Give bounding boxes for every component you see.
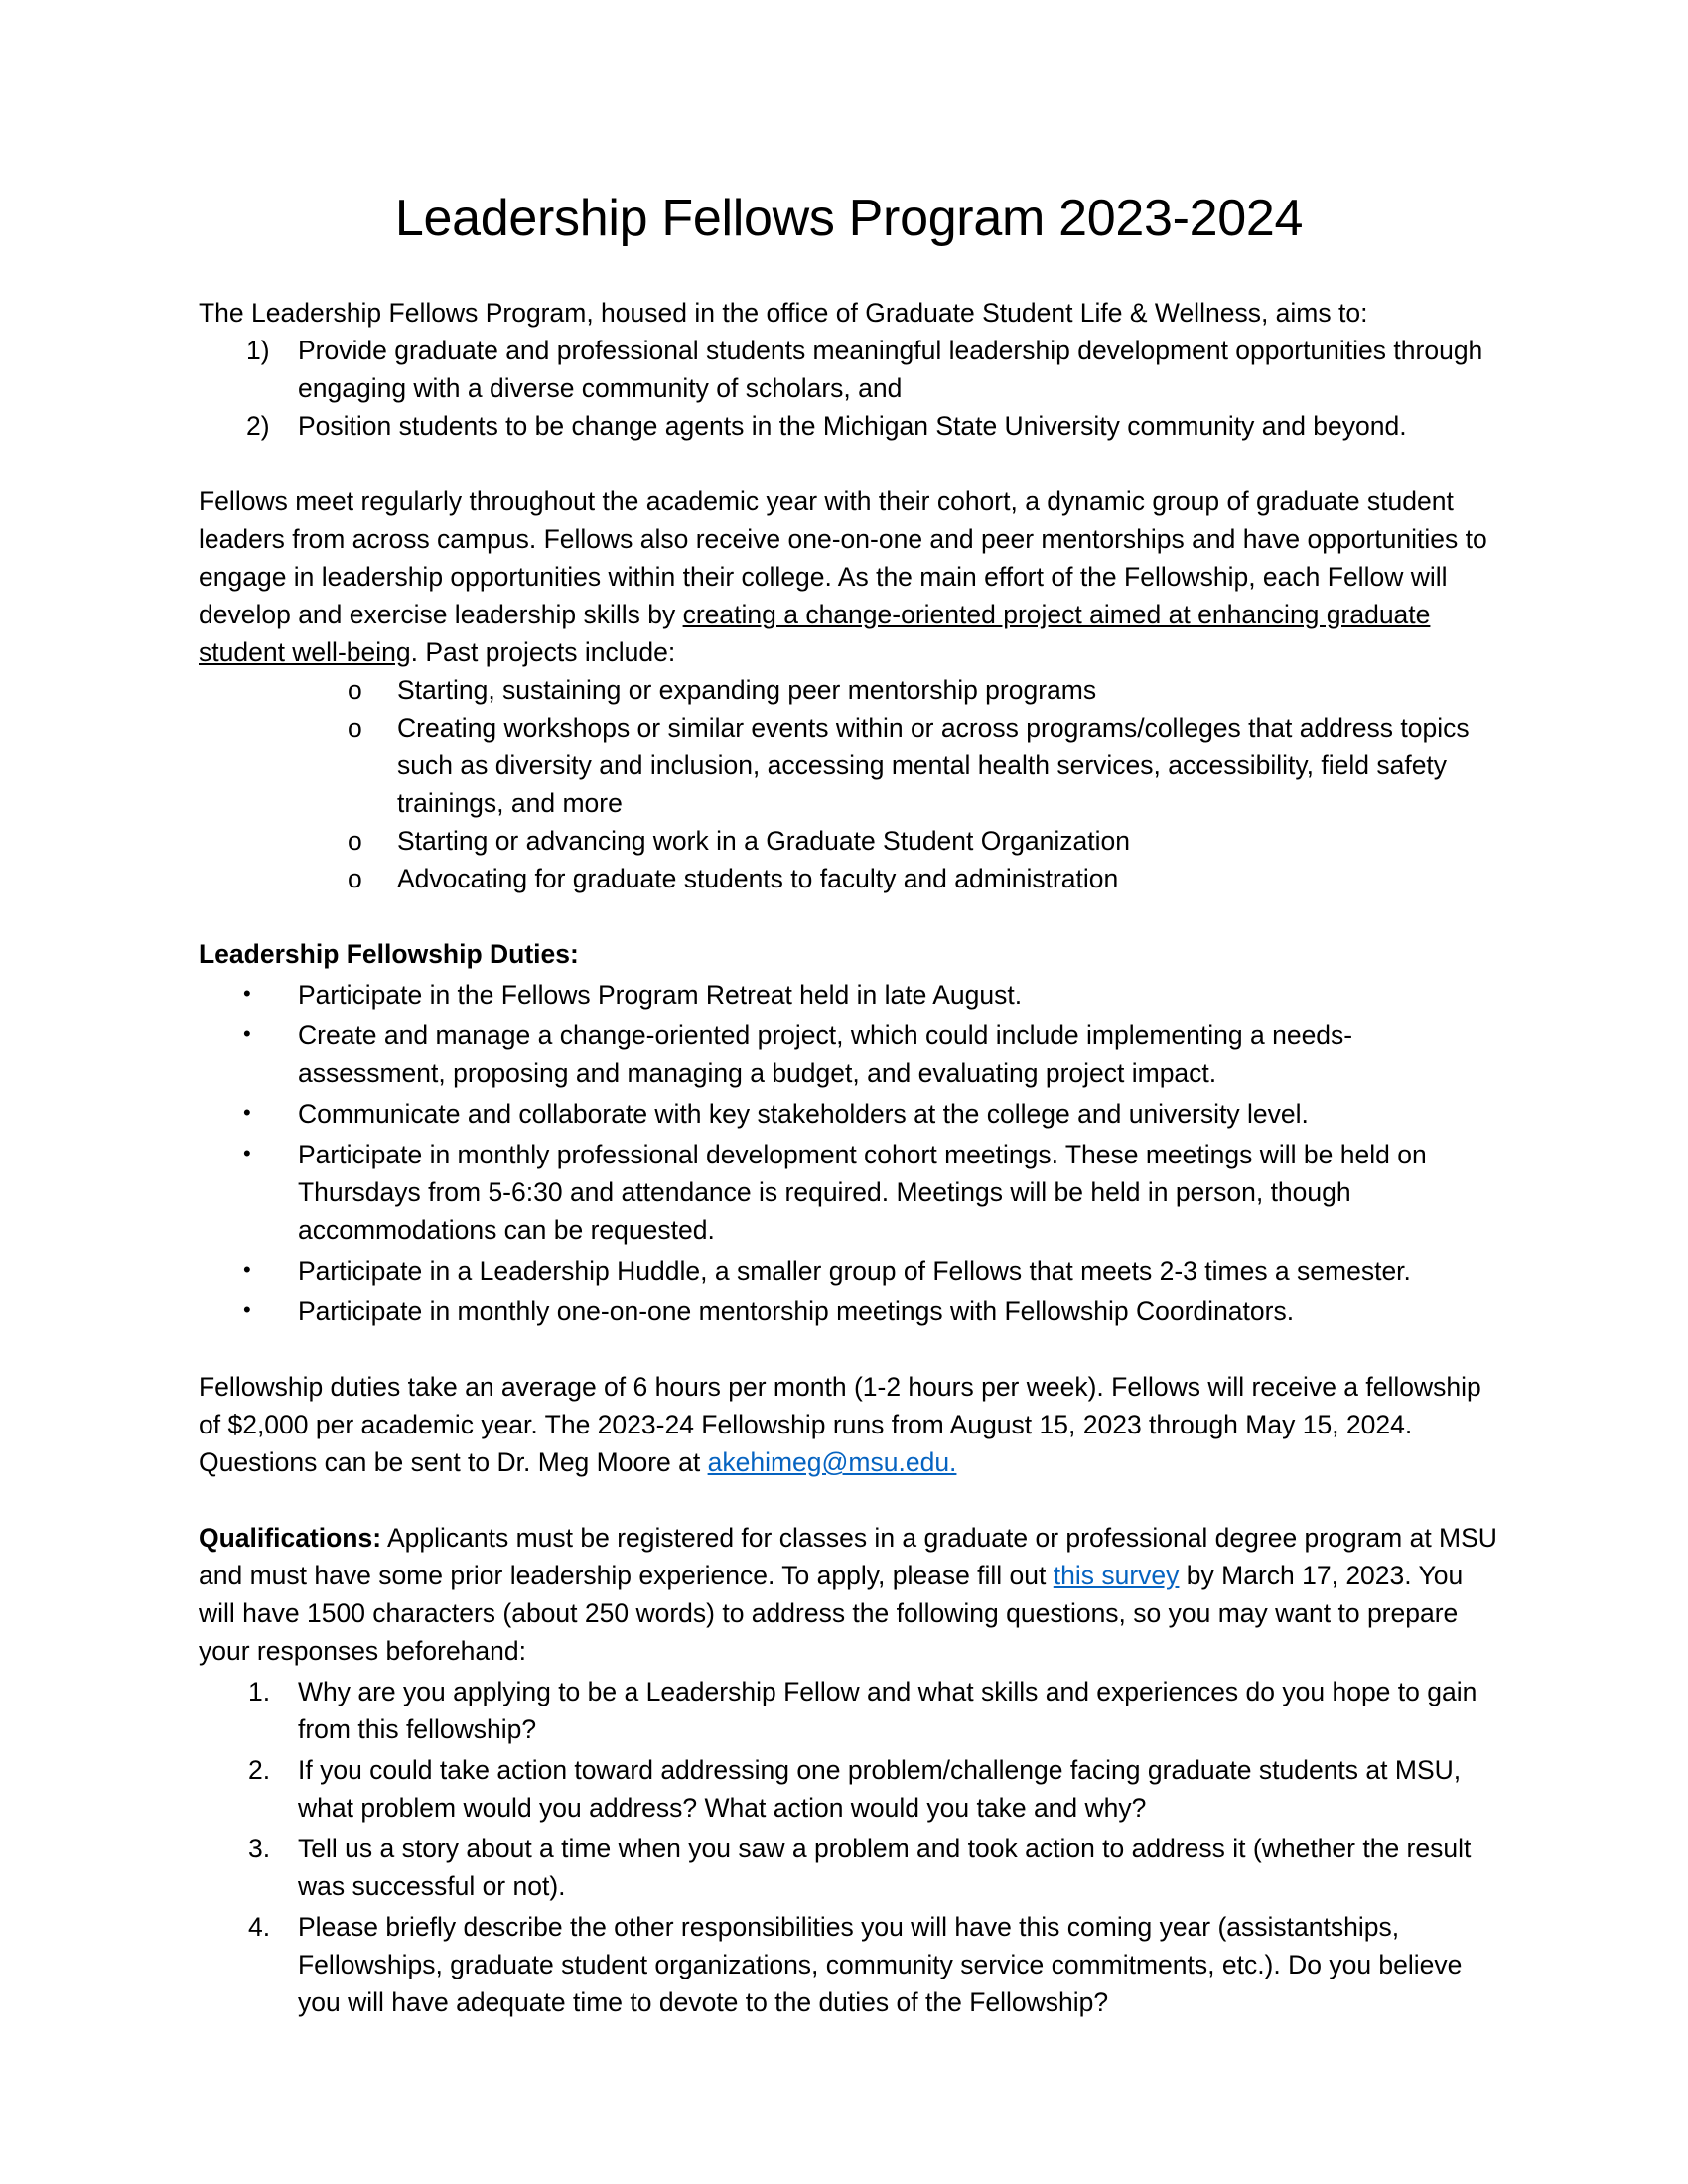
- list-item: [199, 1017, 1499, 1092]
- list-item-text: Participate in the Fellows Program Retreat held in late August.: [298, 980, 1023, 1010]
- list-item-text: Provide graduate and professional students meaningful leadership development opportunities through engaging with a diverse community of scholars, and: [298, 336, 1483, 403]
- bullet-icon: •: [243, 981, 251, 1006]
- list-item-text: Creating workshops or similar events within or across programs/colleges that address topics such as diversity and inclusion, accessing mental health services, accessibility, field safety trainings, and more: [397, 713, 1470, 818]
- duties-list: [199, 976, 1499, 1330]
- questions-list: [199, 1673, 1499, 2021]
- list-item: [199, 1830, 1499, 1905]
- list-item: [199, 671, 1499, 709]
- list-item-text: Communicate and collaborate with key stakeholders at the college and university level.: [298, 1099, 1309, 1129]
- list-item: [199, 407, 1499, 445]
- fellows-text-end: . Past projects include:: [410, 637, 676, 667]
- survey-link[interactable]: this survey: [1053, 1561, 1180, 1590]
- list-item: [199, 976, 1499, 1014]
- list-number: 2.: [248, 1755, 271, 1785]
- list-item-text: If you could take action toward addressing one problem/challenge facing graduate students at MSU, what problem would you address? What action would you take and why?: [298, 1755, 1462, 1823]
- spacer: [199, 1330, 1499, 1368]
- email-link[interactable]: akehimeg@msu.edu.: [707, 1447, 957, 1477]
- spacer: [199, 1481, 1499, 1519]
- list-number: 4.: [248, 1912, 271, 1942]
- spacer: [199, 897, 1499, 935]
- bullet-icon: •: [243, 1297, 251, 1322]
- duties-heading: [199, 935, 1499, 973]
- past-projects-list: [199, 671, 1499, 897]
- circle-bullet-icon: o: [348, 675, 362, 705]
- circle-bullet-icon: o: [348, 713, 362, 743]
- list-item-text: Create and manage a change-oriented project, which could include implementing a needs-assessment, proposing and managing a budget, and evaluating project impact.: [298, 1021, 1353, 1088]
- intro-paragraph: The Leadership Fellows Program, housed in the office of Graduate Student Life & Wellness, aims to:: [199, 298, 1368, 328]
- bullet-icon: •: [243, 1257, 251, 1282]
- bullet-icon: •: [243, 1141, 251, 1165]
- duties-heading-text: Leadership Fellowship Duties:: [199, 939, 579, 969]
- list-item: [199, 1136, 1499, 1249]
- list-item: [199, 1908, 1499, 2021]
- list-item: [199, 332, 1499, 407]
- circle-bullet-icon: o: [348, 826, 362, 856]
- list-item-text: Advocating for graduate students to faculty and administration: [397, 864, 1119, 893]
- list-item: [199, 822, 1499, 860]
- list-item-text: Why are you applying to be a Leadership Fellow and what skills and experiences do you hope to gain from this fellowship?: [298, 1677, 1477, 1744]
- spacer: [199, 445, 1499, 482]
- list-item: [199, 1673, 1499, 1748]
- qualifications-label: Qualifications:: [199, 1523, 382, 1553]
- document-body: [199, 189, 1499, 2021]
- fellows-paragraph: [199, 482, 1499, 671]
- duties-time-paragraph: [199, 1368, 1499, 1481]
- circle-bullet-icon: o: [348, 864, 362, 893]
- list-item: [199, 1751, 1499, 1827]
- qualifications-paragraph: [199, 1519, 1499, 1670]
- list-item: [199, 709, 1499, 822]
- list-item-text: Starting, sustaining or expanding peer mentorship programs: [397, 675, 1097, 705]
- list-item: [199, 1252, 1499, 1290]
- list-item-text: Participate in monthly professional development cohort meetings. These meetings will be held on Thursdays from 5-6:30 and attendance is required. Meetings will be held in person, though accommodations can be requested.: [298, 1140, 1427, 1245]
- bullet-icon: •: [243, 1022, 251, 1046]
- page-title: Leadership Fellows Program 2023-2024: [394, 190, 1304, 247]
- list-item-text: Tell us a story about a time when you saw a problem and took action to address it (whether the result was successful or not).: [298, 1834, 1472, 1901]
- aims-list: [199, 332, 1499, 445]
- list-number: 1): [246, 336, 270, 365]
- qualifications-text-end: by March 17, 2023. You will have 1500 characters (about 250 words) to address the following questions, so you may want to prepare your responses beforehand:: [199, 1561, 1464, 1666]
- list-item-text: Starting or advancing work in a Graduate Student Organization: [397, 826, 1131, 856]
- list-item-text: Participate in monthly one-on-one mentorship meetings with Fellowship Coordinators.: [298, 1297, 1295, 1326]
- list-item-text: Please briefly describe the other responsibilities you will have this coming year (assistantships, Fellowships, graduate student organizations, community service commitments, etc.). Do you believe you will have adequate time to devote to the duties of the Fellowship?: [298, 1912, 1463, 2017]
- qualifications-text: Applicants must be registered for classes in a graduate or professional degree program at MSU and must have some prior leadership experience. To apply, please fill out: [199, 1523, 1497, 1590]
- list-item: [199, 1095, 1499, 1133]
- list-item: [199, 860, 1499, 897]
- duties-time-text: Fellowship duties take an average of 6 hours per month (1-2 hours per week). Fellows will receive a fellowship of $2,000 per academic year. The 2023-24 Fellowship runs from August 15, 2023 through May 15, 2024. Questions can be sent to Dr. Meg Moore at: [199, 1372, 1481, 1477]
- underlined-project-text: creating a change-oriented project aimed at enhancing graduate student well-being: [199, 600, 1431, 667]
- list-number: 2): [246, 411, 270, 441]
- list-item-text: Participate in a Leadership Huddle, a smaller group of Fellows that meets 2-3 times a semester.: [298, 1256, 1411, 1286]
- list-number: 1.: [248, 1677, 271, 1706]
- fellows-text: Fellows meet regularly throughout the academic year with their cohort, a dynamic group of graduate student leaders from across campus. Fellows also receive one-on-one and peer mentorships and have opportunities to engage in leadership opportunities within their college. As the main effort of the Fellowship, each Fellow will develop and exercise leadership skills by: [199, 486, 1487, 629]
- list-item-text: Position students to be change agents in the Michigan State University community and beyond.: [298, 411, 1407, 441]
- list-number: 3.: [248, 1834, 271, 1863]
- list-item: [199, 1293, 1499, 1330]
- bullet-icon: •: [243, 1100, 251, 1125]
